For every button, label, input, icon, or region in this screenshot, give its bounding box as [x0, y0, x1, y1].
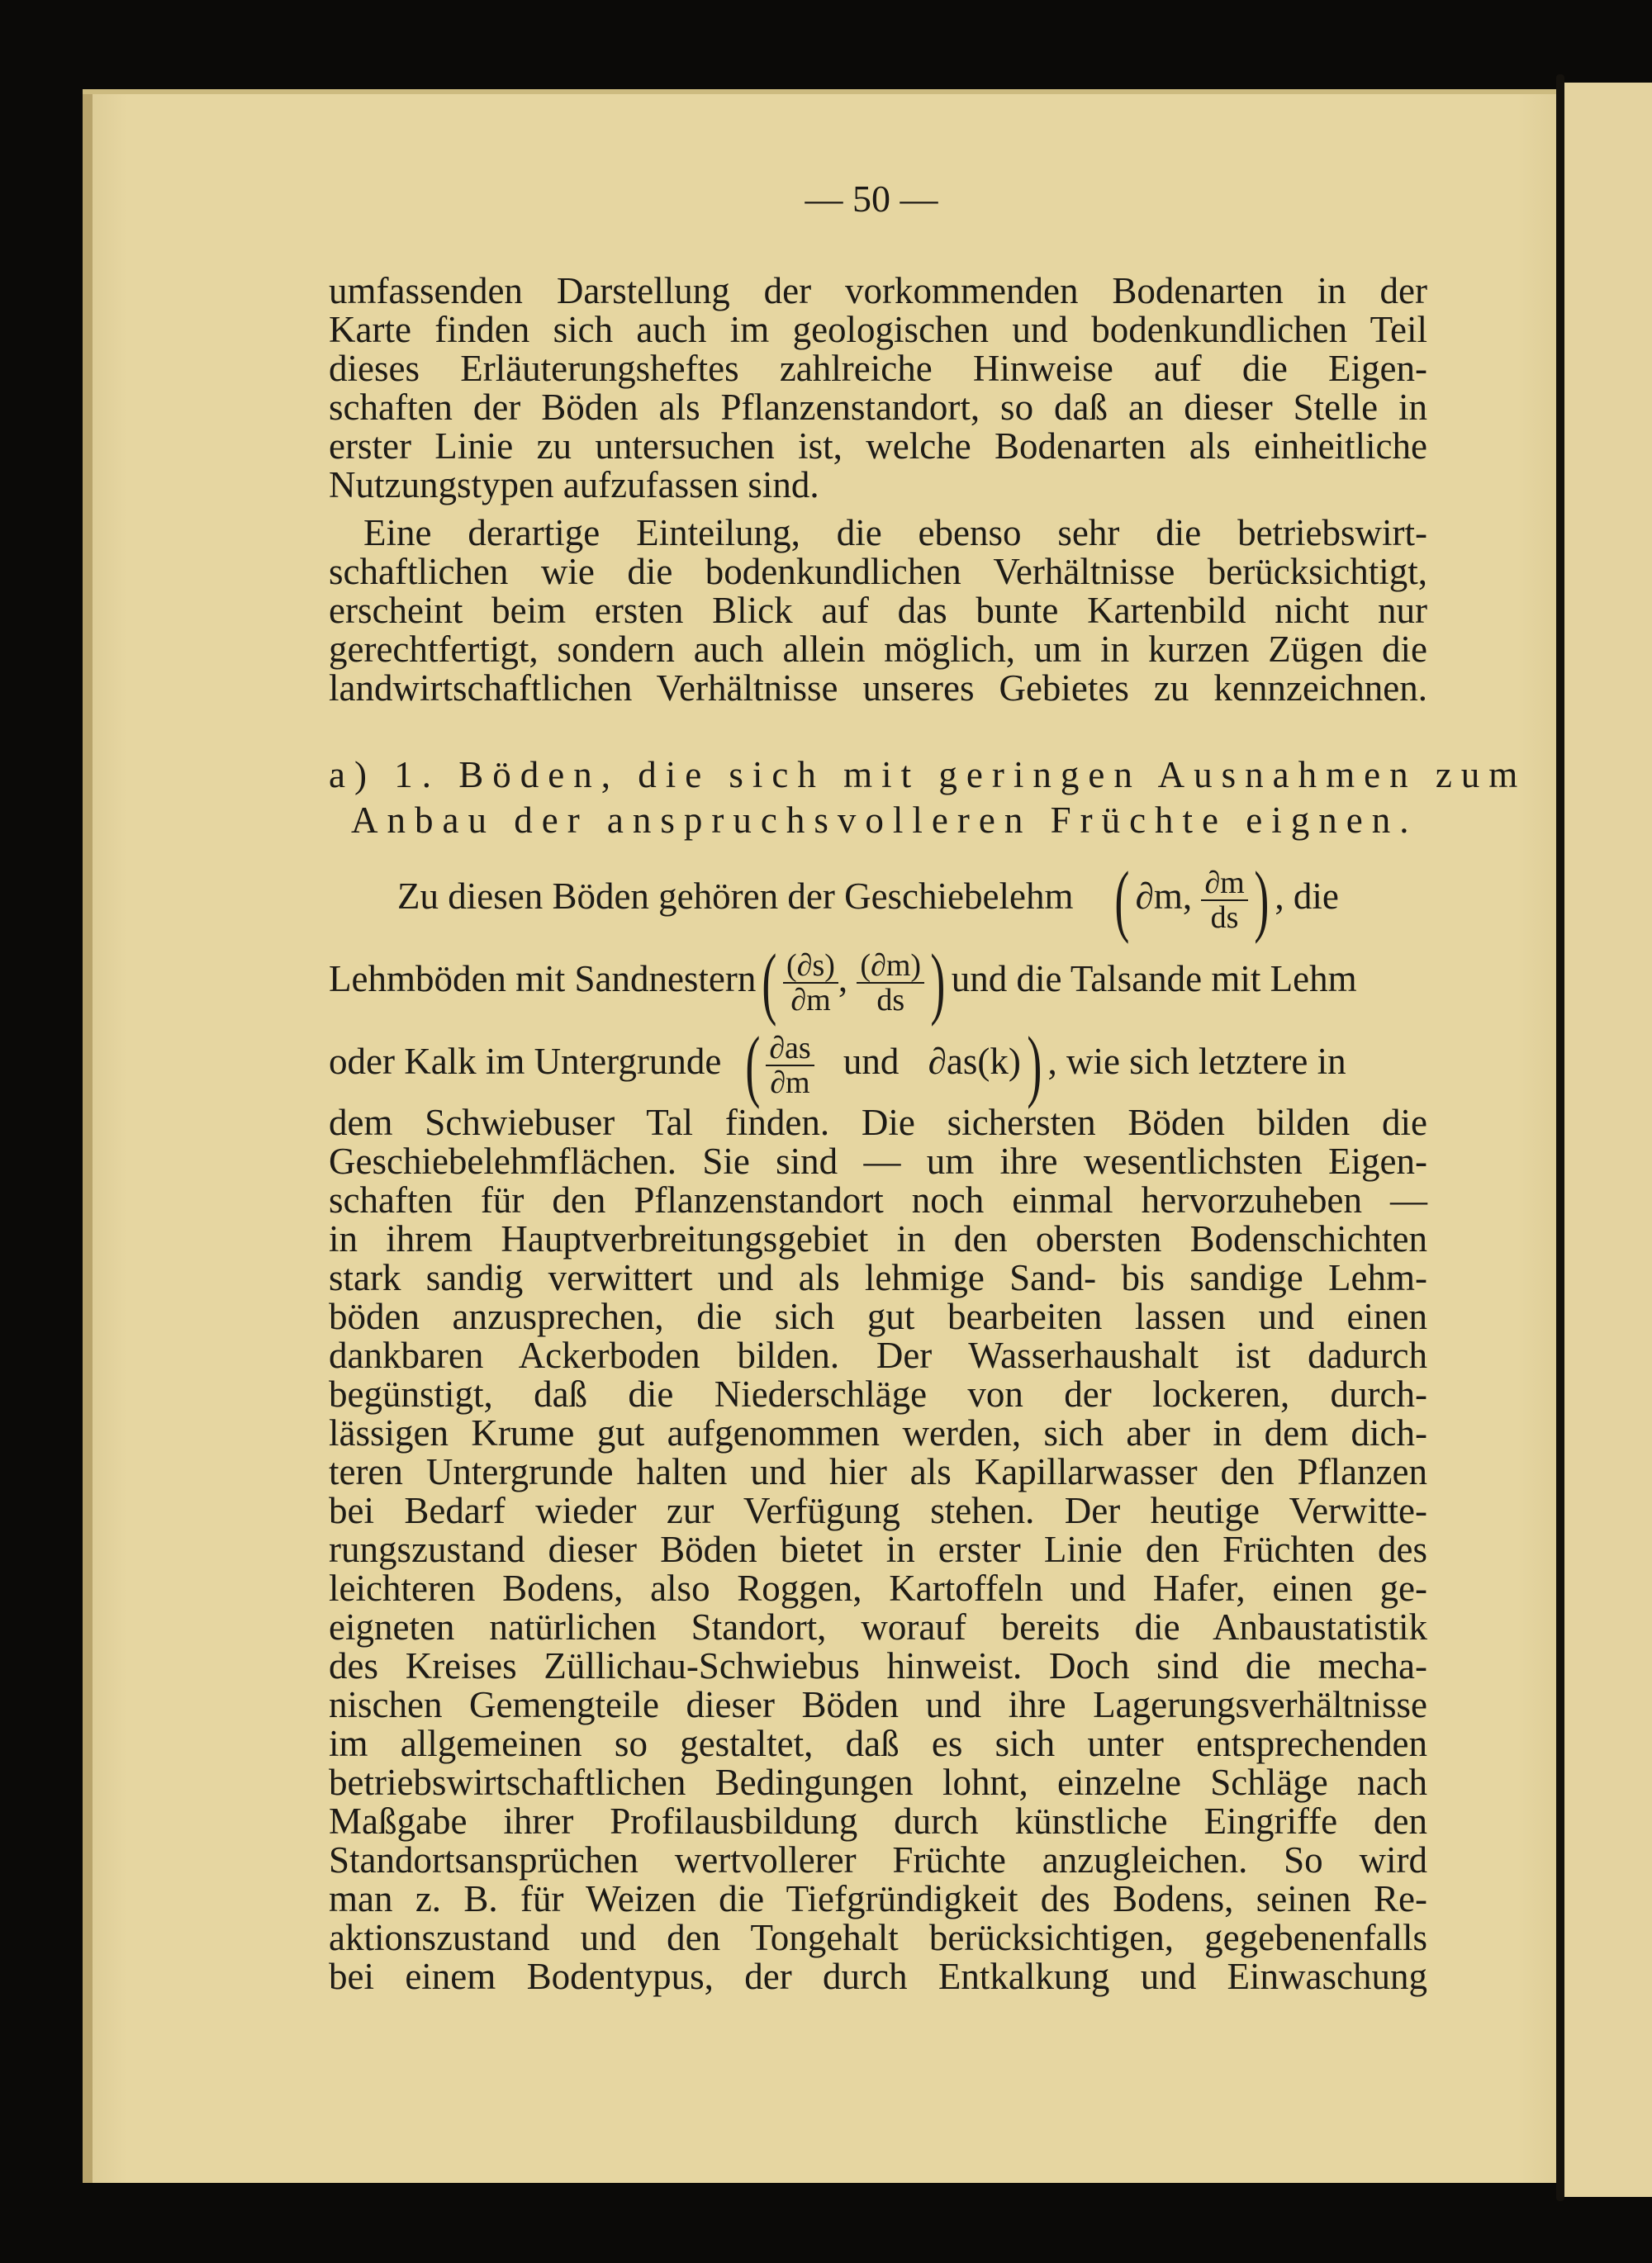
text-line: aktionszustand und den Tongehalt berücksichtigen, gegebenenfalls: [329, 1917, 1427, 1958]
fraction: [1201, 866, 1247, 934]
fraction-numerator: ∂as: [766, 1032, 814, 1066]
fraction: [766, 1032, 814, 1099]
heading-line: a) 1. Böden, die sich mit geringen Ausnahmen zum: [329, 754, 1527, 795]
paren-open: (: [1114, 855, 1130, 945]
heading-line: Anbau der anspruchsvolleren Früchte eignen.: [351, 799, 1418, 841]
page-edge-top: [83, 89, 1561, 94]
text-line: stark sandig verwittert und als lehmige Sand- bis sandige Lehm-: [329, 1257, 1427, 1298]
paragraph-1: [329, 272, 1427, 505]
formula-line-1: [397, 855, 1339, 945]
formula-line-3: [329, 1020, 1346, 1110]
text-line: bei Bedarf wieder zur Verfügung stehen. Der heutige Verwitte-: [329, 1490, 1427, 1531]
text-line: gerechtfertigt, sondern auch allein möglich, um in kurzen Zügen die: [329, 629, 1427, 670]
text-line: böden anzusprechen, die sich gut bearbeiten lassen und einen: [329, 1296, 1427, 1337]
formula-text: oder Kalk im Untergrunde: [329, 1041, 722, 1082]
fraction-denominator: ∂m: [790, 982, 831, 1018]
text-line: Geschiebelehmflächen. Sie sind — um ihre wesentlichsten Eigen-: [329, 1141, 1427, 1182]
fraction-numerator: (∂m): [857, 949, 924, 984]
text-line: schaftlichen wie die bodenkundlichen Verhältnisse berücksichtigt,: [329, 551, 1427, 592]
fraction: [857, 949, 924, 1017]
text-line: Eine derartige Einteilung, die ebenso sehr die betriebswirt-: [363, 512, 1427, 553]
paragraph-3: [329, 1103, 1427, 1996]
paren-open: (: [744, 1020, 760, 1110]
paren-close: ): [1254, 855, 1269, 945]
text-line: rungszustand dieser Böden bietet in erster Linie den Früchten des: [329, 1529, 1427, 1570]
text-line: teren Untergrunde halten und hier als Kapillarwasser den Pflanzen: [329, 1451, 1427, 1492]
text-line: erster Linie zu untersuchen ist, welche Bodenarten als einheitliche: [329, 425, 1427, 467]
page-edge: [83, 89, 93, 2183]
text-line: Maßgabe ihrer Profilausbildung durch künstliche Eingriffe den: [329, 1800, 1427, 1842]
section-heading-cont: [351, 799, 1418, 841]
text-line: begünstigt, daß die Niederschläge von der lockeren, durch-: [329, 1373, 1427, 1415]
text-line: betriebswirtschaftlichen Bedingungen lohnt, einzelne Schläge nach: [329, 1762, 1427, 1803]
text-line: Standortsansprüchen wertvollerer Früchte anzugleichen. So wird: [329, 1839, 1427, 1881]
text-line: dankbaren Ackerboden bilden. Der Wasserhaushalt ist dadurch: [329, 1335, 1427, 1376]
text-line: man z. B. für Weizen die Tiefgründigkeit des Bodens, seinen Re-: [329, 1878, 1427, 1919]
adjacent-page-leaf: [1561, 83, 1652, 2197]
fraction-denominator: ∂m: [770, 1065, 810, 1100]
text-line: schaften für den Pflanzenstandort noch einmal hervorzuheben —: [329, 1179, 1427, 1221]
text-line: landwirtschaftlichen Verhältnisse unseres Gebietes zu kennzeichnen.: [329, 667, 1427, 709]
formula-text: , die: [1275, 875, 1339, 917]
book-gutter-fold: [1556, 74, 1564, 2201]
text-line: schaften der Böden als Pflanzenstandort, so daß an dieser Stelle in: [329, 387, 1427, 428]
text-line: nischen Gemengteile dieser Böden und ihre Lagerungsverhältnisse: [329, 1684, 1427, 1725]
formula-line-2: Lehmböden mit Sandnestern( $\frac{(\partial s)}{\partial m}$ , $\frac{(\partial m)}{ds}$ ) und die Talsande mit Lehm: [329, 937, 1357, 1027]
fraction-denominator: ds: [1210, 899, 1239, 935]
formula-text: Zu diesen Böden gehören der Geschiebelehm: [397, 875, 1074, 917]
text-line: in ihrem Hauptverbreitungsgebiet in den obersten Bodenschichten: [329, 1218, 1427, 1260]
text-line: leichteren Bodens, also Roggen, Kartoffeln und Hafer, einen ge-: [329, 1568, 1427, 1609]
formula-symbol: ∂as(k): [928, 1041, 1021, 1082]
text-line: des Kreises Züllichau-Schwiebus hinweist. Doch sind die mecha-: [329, 1645, 1427, 1687]
text-line: Karte finden sich auch im geologischen und bodenkundlichen Teil: [329, 309, 1427, 350]
fraction-denominator: ds: [876, 982, 905, 1018]
text-line: Nutzungstypen aufzufassen sind.: [329, 464, 819, 505]
formula-text: Lehmböden mit Sandnestern: [329, 958, 757, 999]
paren-close: ): [1027, 1020, 1042, 1110]
formula-text: , wie sich letztere in: [1047, 1041, 1346, 1082]
text-line: eigneten natürlichen Standort, worauf bereits die Anbaustatistik: [329, 1606, 1427, 1648]
paragraph-2: [329, 514, 1427, 708]
text-line: im allgemeinen so gestaltet, daß es sich unter entsprechenden: [329, 1723, 1427, 1764]
page-number: — 50 —: [805, 178, 938, 220]
paren-close: ): [930, 937, 946, 1027]
fraction-numerator: (∂s): [783, 949, 838, 984]
paren-open: (: [762, 937, 777, 1027]
text-line: bei einem Bodentypus, der durch Entkalkung und Einwaschung: [329, 1956, 1427, 1997]
text-line: erscheint beim ersten Blick auf das bunte Kartenbild nicht nur: [329, 590, 1427, 631]
text-line: dieses Erläuterungsheftes zahlreiche Hinweise auf die Eigen-: [329, 348, 1427, 389]
text-line: dem Schwiebuser Tal finden. Die sichersten Böden bilden die: [329, 1102, 1427, 1143]
section-heading: [329, 754, 1527, 795]
formula-text: und: [843, 1041, 900, 1082]
fraction: [783, 949, 838, 1017]
formula-text: und die Talsande mit Lehm: [951, 958, 1357, 999]
formula-symbol: ∂m,: [1135, 875, 1193, 917]
text-line: umfassenden Darstellung der vorkommenden Bodenarten in der: [329, 270, 1427, 311]
text-line: lässigen Krume gut aufgenommen werden, sich aber in dem dich-: [329, 1412, 1427, 1454]
fraction-numerator: ∂m: [1201, 866, 1247, 901]
